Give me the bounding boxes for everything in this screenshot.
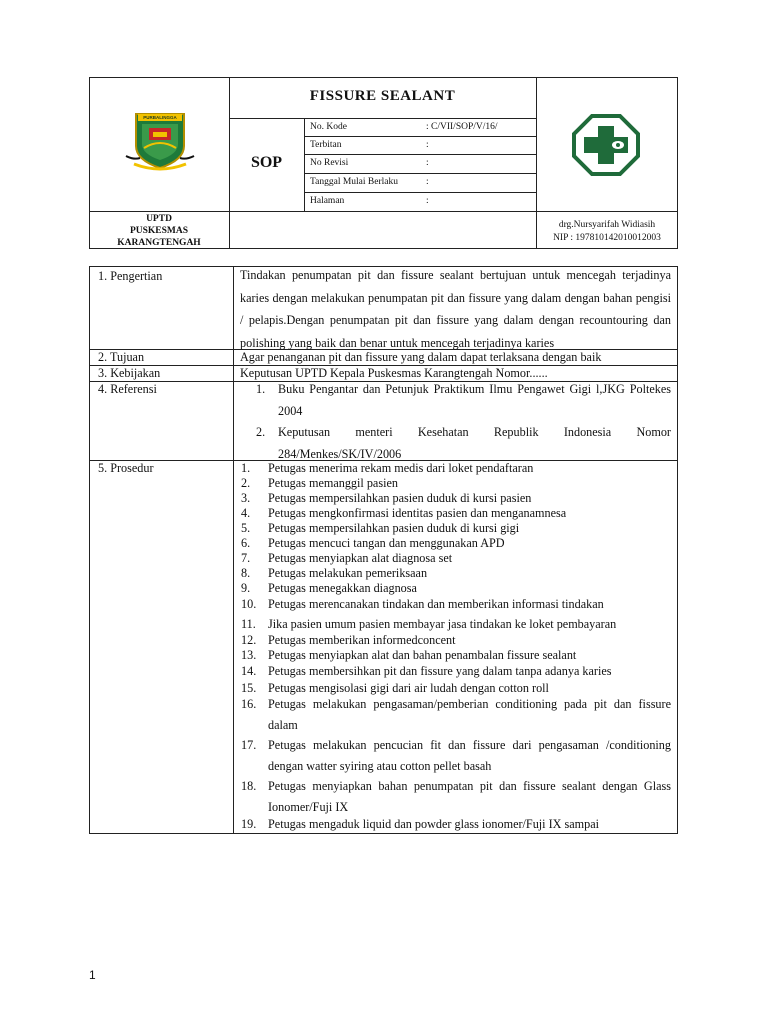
list-item [241, 536, 671, 551]
doc-info-row [304, 154, 536, 172]
step-text: Petugas menegakkan diagnosa [268, 581, 417, 595]
sop-label: SOP [250, 154, 283, 171]
purbalingga-logo [120, 108, 200, 174]
table-row [90, 267, 678, 350]
step-number: 2. [241, 476, 251, 490]
list-item [241, 594, 671, 616]
doc-info-row [304, 173, 536, 191]
list-item [241, 476, 671, 491]
list-item [241, 521, 671, 536]
puskesmas-cross-logo [572, 114, 640, 176]
list-item [241, 551, 671, 566]
step-number: 7. [241, 551, 251, 565]
step-text: Petugas memberikan informedconcent [268, 633, 456, 647]
doc-info-label: Tanggal Mulai Berlaku [310, 177, 398, 187]
logo-text: PURBALINGGA [143, 115, 177, 120]
page-number: 1 [89, 968, 96, 982]
step-text: Petugas mencuci tangan dan menggunakan APD [268, 536, 505, 550]
list-item [241, 614, 671, 636]
signer-nip: NIP : 197810142010012003 [553, 233, 661, 243]
kebijakan-text: Keputusan UPTD Kepala Puskesmas Karangtengah Nomor...... [234, 366, 678, 382]
list-item [241, 817, 671, 832]
pengertian-text: Tindakan penumpatan pit dan fissure sealant bertujuan untuk mencegah terjadinya karies dengan melakukan penumpatan pit dan fissure yang dalam dengan bahan pengisi / pelapis.Dengan penumpatan pit dan fissure yang dalam dengan recountouring dan polishing yang baik dan benar untuk mencegah terjadinya karies [240, 268, 671, 350]
row-label: 3. Kebijakan [90, 366, 234, 382]
list-item [241, 506, 671, 521]
step-number: 8. [241, 566, 251, 580]
doc-info-value: : C/VII/SOP/V/16/ [426, 122, 498, 132]
ref-text: Buku Pengantar dan Petunjuk Praktikum Ilmu Pengawet Gigi l,JKG Poltekes 2004 [278, 382, 671, 418]
unit-line: KARANGTENGAH [117, 238, 201, 248]
table-row [90, 461, 678, 834]
doc-info-value: : [426, 158, 429, 168]
step-number: 6. [241, 536, 251, 550]
signer [536, 219, 678, 245]
step-number: 19. [241, 816, 257, 831]
table-row [90, 382, 678, 461]
doc-info-row [304, 192, 536, 210]
step-text: Petugas merencanakan tindakan dan memberikan informasi tindakan [268, 597, 604, 611]
step-number: 1. [241, 461, 251, 475]
doc-info-value: : [426, 196, 429, 206]
step-number: 4. [241, 506, 251, 520]
ref-number: 2. [256, 425, 266, 439]
step-text: Petugas membersihkan pit dan fissure yang dalam tanpa adanya karies [268, 664, 612, 678]
step-text: Petugas mempersilahkan pasien duduk di kursi gigi [268, 521, 520, 535]
step-text: Jika pasien umum pasien membayar jasa tindakan ke loket pembayaran [268, 616, 617, 631]
step-number: 15. [241, 680, 257, 695]
list-item [241, 566, 671, 581]
ref-text: Keputusan menteri Kesehatan Republik Indonesia Nomor 284/Menkes/SK/IV/2006 [278, 425, 671, 461]
tujuan-text: Agar penanganan pit dan fissure yang dalam dapat terlaksana dengan baik [240, 350, 602, 364]
doc-info-row [304, 136, 536, 154]
table-row [90, 350, 678, 366]
step-number: 17. [241, 737, 257, 752]
step-text: Petugas menyiapkan alat diagnosa set [268, 551, 453, 565]
list-item [241, 661, 671, 683]
row-label: 1. Pengertian [90, 267, 234, 350]
step-text: Petugas menyiapkan alat dan bahan penambalan fissure sealant [268, 648, 577, 662]
step-number: 10. [241, 597, 257, 611]
list-item [241, 633, 671, 648]
step-text: Petugas melakukan pengasaman/pemberian conditioning pada pit dan fissure dalam [268, 696, 671, 732]
unit-line: PUSKESMAS [129, 226, 189, 236]
step-text: Petugas melakukan pemeriksaan [268, 566, 428, 580]
doc-info-value: : [426, 177, 429, 187]
step-text: Petugas mengaduk liquid dan powder glass ionomer/Fuji IX sampai [268, 816, 600, 831]
list-item [241, 694, 671, 737]
doc-info-label: No. Kode [310, 122, 347, 132]
uptd-unit [89, 213, 229, 249]
step-number: 3. [241, 491, 251, 505]
doc-info-row [304, 118, 536, 136]
list-item [241, 461, 671, 476]
step-text: Petugas mempersilahkan pasien duduk di kursi pasien [268, 491, 532, 505]
list-item [241, 491, 671, 506]
list-item [241, 776, 671, 819]
page-title: FISSURE SEALANT [309, 88, 456, 104]
step-number: 11. [241, 616, 256, 631]
doc-info-value: : [426, 140, 429, 150]
signer-name: drg.Nursyarifah Widiasih [558, 220, 656, 230]
list-item [234, 379, 671, 422]
step-text: Petugas memanggil pasien [268, 476, 398, 490]
step-text: Petugas menerima rekam medis dari loket pendaftaran [268, 461, 534, 475]
ref-number: 1. [256, 382, 266, 396]
step-number: 5. [241, 521, 251, 535]
step-text: Petugas mengkonfirmasi identitas pasien dan menganamnesa [268, 506, 567, 520]
step-number: 14. [241, 664, 257, 678]
step-number: 12. [241, 633, 257, 647]
doc-info-label: Terbitan [310, 140, 342, 150]
step-text: Petugas melakukan pencucian fit dan fissure dari pengasaman /conditioning dengan watter syiring atau cotton pellet basah [268, 737, 671, 773]
row-label: 4. Referensi [90, 382, 234, 461]
doc-info-label: No Revisi [310, 158, 349, 168]
row-label: 2. Tujuan [90, 350, 234, 366]
step-number: 16. [241, 696, 257, 711]
list-item [234, 422, 671, 465]
step-text: Petugas mengisolasi gigi dari air ludah dengan cotton roll [268, 680, 549, 695]
step-number: 9. [241, 581, 251, 595]
unit-line: UPTD [146, 214, 172, 224]
step-number: 13. [241, 648, 257, 662]
row-label: 5. Prosedur [90, 461, 234, 834]
sop-content-table [89, 266, 678, 834]
step-number: 18. [241, 778, 257, 793]
doc-info-label: Halaman [310, 196, 345, 206]
step-text: Petugas menyiapkan bahan penumpatan pit dan fissure sealant dengan Glass Ionomer/Fuji IX [268, 778, 671, 814]
list-item [241, 735, 671, 778]
